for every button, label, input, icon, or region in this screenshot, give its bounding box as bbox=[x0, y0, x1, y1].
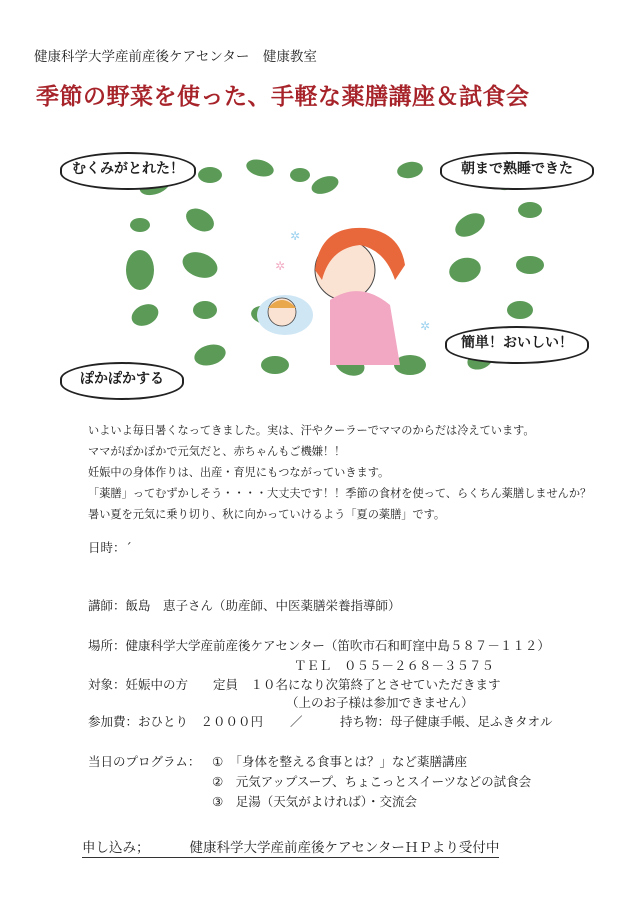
intro-line: 妊娠中の身体作りは、出産・育児にもつながっていきます。 bbox=[88, 466, 390, 479]
program-item: ② 元気アップスープ、ちょこっとスイーツなどの試食会 bbox=[212, 774, 532, 789]
svg-text:✲: ✲ bbox=[275, 259, 286, 273]
intro-text bbox=[88, 420, 591, 525]
organization-line: 健康科学大学産前産後ケアセンター 健康教室 bbox=[34, 49, 317, 65]
svg-text:✲: ✲ bbox=[420, 319, 431, 333]
target-note: （上のお子様は参加できません） bbox=[286, 695, 474, 710]
intro-line: ママがぽかぽかで元気だと、赤ちゃんもご機嫌！！ bbox=[88, 445, 346, 458]
signup-value: 健康科学大学産前産後ケアセンターＨＰより受付中 bbox=[189, 840, 500, 856]
place: 場所：健康科学大学産前産後ケアセンター（笛吹市石和町窪中島５８７－１１２） bbox=[88, 638, 550, 653]
baby-figure bbox=[257, 295, 313, 335]
page-title: 季節の野菜を使った、手軽な薬膳講座＆試食会 bbox=[36, 84, 530, 110]
signup-line bbox=[82, 836, 499, 858]
svg-text:✲: ✲ bbox=[290, 229, 301, 243]
target: 対象：妊娠中の方 定員 １０名になり次第終了とさせていただきます bbox=[88, 677, 501, 692]
program-item: ③ 足湯（天気がよければ）・交流会 bbox=[212, 794, 417, 809]
items-to-bring: 持ち物：母子健康手帳、足ふきタオル bbox=[340, 714, 553, 729]
bubble-easy-tasty: 簡単！おいしい！ bbox=[445, 326, 589, 364]
signup-label: 申し込み； bbox=[82, 840, 150, 856]
date-row bbox=[88, 538, 132, 556]
date-value: ˊ bbox=[125, 540, 132, 555]
program-label: 当日のプログラム： bbox=[88, 754, 201, 769]
illustration bbox=[60, 130, 600, 400]
telephone: ＴＥＬ ０５５－２６８－３５７５ bbox=[294, 658, 495, 673]
mother-figure bbox=[315, 228, 405, 365]
bubble-swelling: むくみがとれた！ bbox=[60, 152, 196, 190]
fee: 参加費：おひとり ２０００円 bbox=[88, 714, 264, 729]
intro-line: いよいよ毎日暑くなってきました。実は、汗やクーラーでママのからだは冷えています。 bbox=[88, 424, 535, 437]
fee-separator: ／ bbox=[290, 714, 303, 729]
bubble-warm: ぽかぽかする bbox=[60, 362, 184, 400]
date-label: 日時： bbox=[88, 540, 126, 555]
bubble-sleep: 朝まで熟睡できた bbox=[440, 152, 594, 190]
intro-line: 「薬膳」ってむずかしそう・・・・大丈夫です！！季節の食材を使って、らくちん薬膳しませんか？ bbox=[88, 487, 592, 500]
program-item: ① 「身体を整える食事とは？」など薬膳講座 bbox=[212, 754, 467, 769]
intro-line: 暑い夏を元気に乗り切り、秋に向かっていけるよう「夏の薬膳」です。 bbox=[88, 508, 446, 521]
lecturer: 講師：飯島 恵子さん（助産師、中医薬膳栄養指導師） bbox=[88, 598, 401, 613]
